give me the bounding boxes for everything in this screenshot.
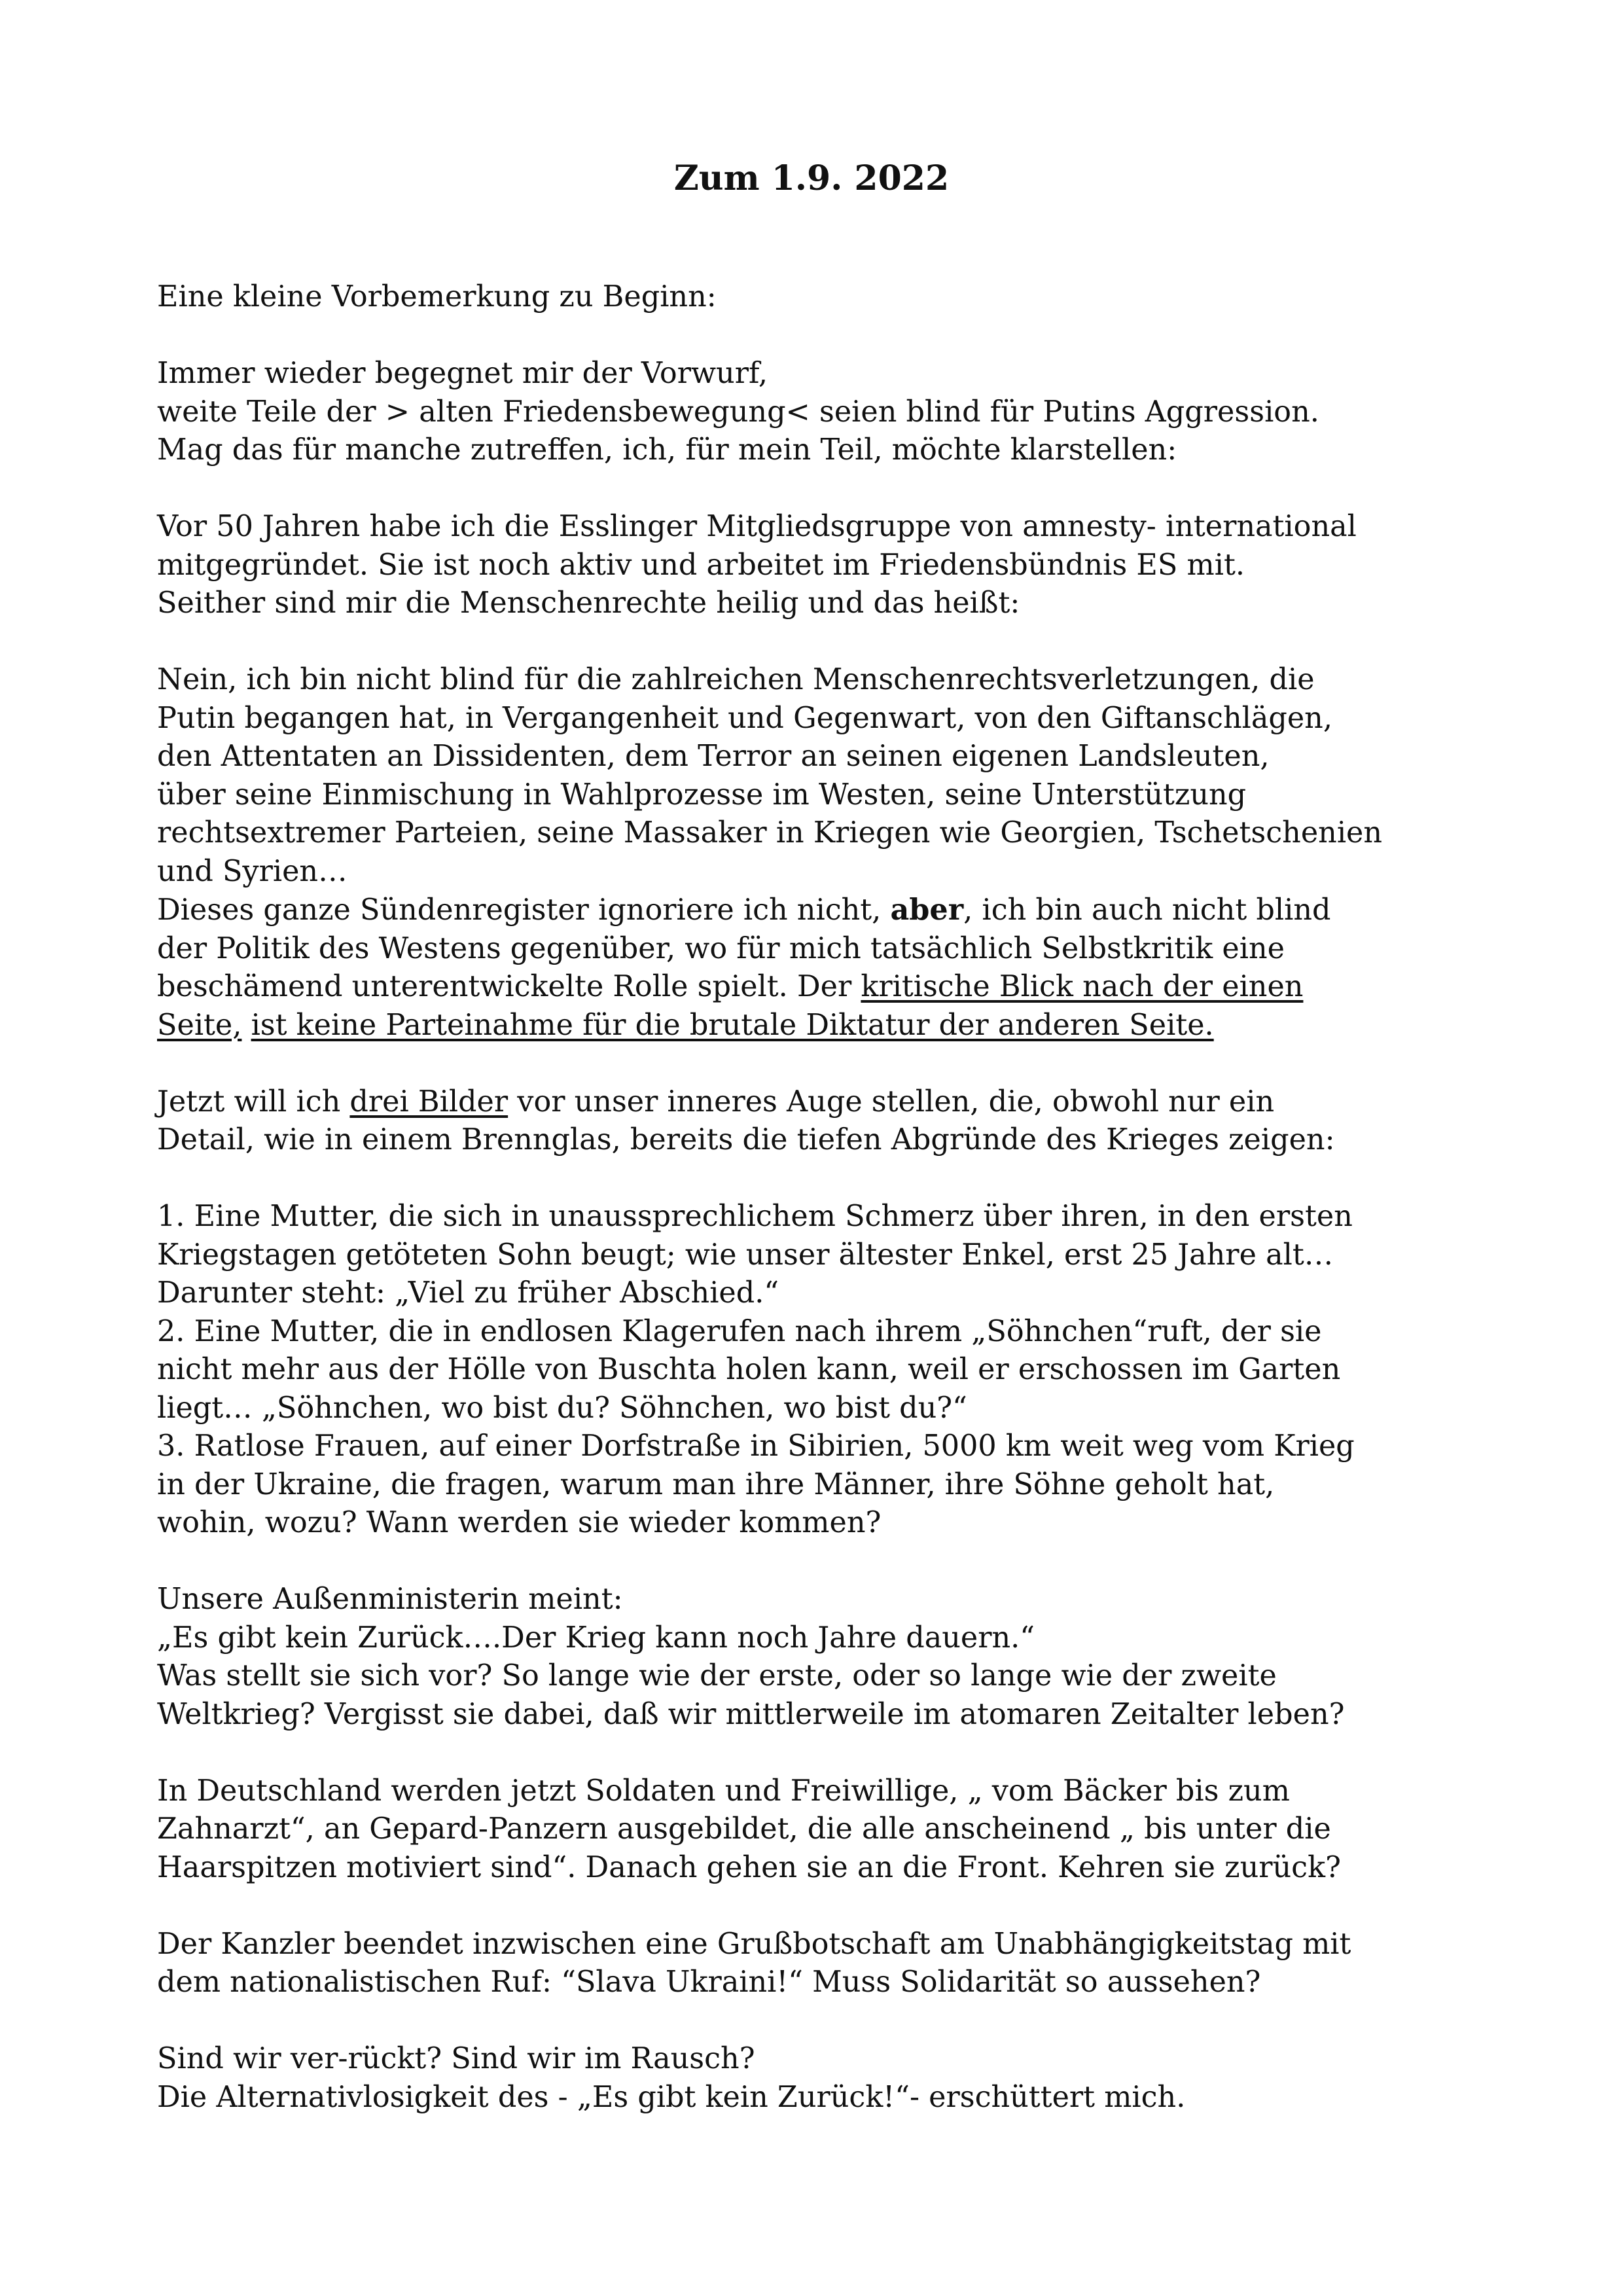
underlined-text: ist keine Parteinahme für die brutale Diktatur der anderen Seite. bbox=[251, 1008, 1214, 1042]
text-segment: , ich bin auch nicht blind bbox=[963, 893, 1331, 927]
text-line: weite Teile der > alten Friedensbewegung< seien blind für Putins Aggression. bbox=[157, 395, 1319, 429]
text-line: 1. Eine Mutter, die sich in unaussprechlichem Schmerz über ihren, in den ersten bbox=[157, 1200, 1353, 1233]
text-line: liegt… „Söhnchen, wo bist du? Söhnchen, wo bist du?“ bbox=[157, 1391, 967, 1425]
text-line: Nein, ich bin nicht blind für die zahlreichen Menschenrechtsverletzungen, die bbox=[157, 663, 1315, 696]
text-line: Kriegstagen getöteten Sohn beugt; wie unser ältester Enkel, erst 25 Jahre alt… bbox=[157, 1238, 1334, 1272]
text-line: mitgegründet. Sie ist noch aktiv und arbeitet im Friedensbündnis ES mit. bbox=[157, 548, 1245, 582]
text-line: Der Kanzler beendet inzwischen eine Grußbotschaft am Unabhängigkeitstag mit bbox=[157, 1927, 1351, 1961]
text-line: Was stellt sie sich vor? So lange wie der erste, oder so lange wie der zweite bbox=[157, 1659, 1277, 1693]
paragraph-human-rights bbox=[157, 661, 1558, 1045]
text-line: Die Alternativlosigkeit des - „Es gibt kein Zurück!“- erschüttert mich. bbox=[157, 2080, 1186, 2114]
text-line: 3. Ratlose Frauen, auf einer Dorfstraße in Sibirien, 5000 km weit weg vom Krieg bbox=[157, 1429, 1355, 1463]
underlined-text: Seite, bbox=[157, 1008, 242, 1042]
intro-paragraph bbox=[157, 278, 1558, 317]
text-line: nicht mehr aus der Hölle von Buschta holen kann, weil er erschossen im Garten bbox=[157, 1353, 1341, 1386]
text-segment: Dieses ganze Sündenregister ignoriere ich nicht, bbox=[157, 893, 891, 927]
text-line: den Attentaten an Dissidenten, dem Terror an seinen eigenen Landsleuten, bbox=[157, 740, 1270, 773]
page-title: Zum 1.9. 2022 bbox=[673, 158, 950, 198]
text-line: Immer wieder begegnet mir der Vorwurf, bbox=[157, 357, 768, 390]
text-line: Haarspitzen motiviert sind“. Danach gehen sie an die Front. Kehren sie zurück? bbox=[157, 1850, 1341, 1884]
text-line: Sind wir ver-rückt? Sind wir im Rausch? bbox=[157, 2042, 755, 2075]
underlined-text: kritische Blick nach der einen bbox=[861, 970, 1304, 1003]
paragraph-accusation bbox=[157, 355, 1558, 470]
text-line: Weltkrieg? Vergisst sie dabei, daß wir mittlerweile im atomaren Zeitalter leben? bbox=[157, 1697, 1345, 1731]
text-line: rechtsextremer Parteien, seine Massaker in Kriegen wie Georgien, Tschetschenien bbox=[157, 816, 1383, 850]
text-line: Zahnarzt“, an Gepard-Panzern ausgebildet, die alle anscheinend „ bis unter die bbox=[157, 1812, 1331, 1846]
text-line: dem nationalistischen Ruf: “Slava Ukraini!“ Muss Solidarität so aussehen? bbox=[157, 1965, 1261, 1999]
text-line: In Deutschland werden jetzt Soldaten und Freiwillige, „ vom Bäcker bis zum bbox=[157, 1774, 1290, 1808]
paragraph-chancellor bbox=[157, 1926, 1558, 2002]
text-line: Putin begangen hat, in Vergangenheit und Gegenwart, von den Giftanschlägen, bbox=[157, 701, 1332, 735]
paragraph-amnesty bbox=[157, 508, 1558, 623]
text-line: 2. Eine Mutter, die in endlosen Klagerufen nach ihrem „Söhnchen“ruft, der sie bbox=[157, 1314, 1322, 1348]
underlined-text: drei Bilder bbox=[349, 1085, 508, 1119]
text-line: Unsere Außenministerin meint: bbox=[157, 1583, 623, 1616]
text-line bbox=[157, 1007, 1558, 1045]
text-segment: vor unser inneres Auge stellen, die, obwohl nur ein bbox=[508, 1085, 1275, 1119]
text-line: Seither sind mir die Menschenrechte heilig und das heißt: bbox=[157, 586, 1020, 620]
intro-line: Eine kleine Vorbemerkung zu Beginn: bbox=[157, 280, 717, 314]
paragraph-numbered-images bbox=[157, 1198, 1558, 1543]
text-line: „Es gibt kein Zurück….Der Krieg kann noch Jahre dauern.“ bbox=[157, 1621, 1035, 1655]
document-body bbox=[157, 278, 1558, 2155]
text-line: in der Ukraine, die fragen, warum man ihre Männer, ihre Söhne geholt hat, bbox=[157, 1467, 1275, 1501]
text-line: Darunter steht: „Viel zu früher Abschied.“ bbox=[157, 1276, 779, 1310]
text-line: Vor 50 Jahren habe ich die Esslinger Mitgliedsgruppe von amnesty- international bbox=[157, 510, 1357, 543]
text-line bbox=[157, 968, 1558, 1007]
paragraph-soldiers bbox=[157, 1772, 1558, 1888]
text-line: und Syrien… bbox=[157, 854, 348, 888]
paragraph-foreign-minister bbox=[157, 1581, 1558, 1734]
text-line bbox=[157, 891, 1558, 930]
paragraph-three-images bbox=[157, 1083, 1558, 1160]
text-segment: beschämend unterentwickelte Rolle spielt. Der bbox=[157, 970, 861, 1003]
text-segment: Jetzt will ich bbox=[157, 1085, 350, 1119]
text-line: der Politik des Westens gegenüber, wo für mich tatsächlich Selbstkritik eine bbox=[157, 931, 1285, 965]
text-line: wohin, wozu? Wann werden sie wieder kommen? bbox=[157, 1506, 882, 1539]
text-line: Detail, wie in einem Brennglas, bereits die tiefen Abgründe des Krieges zeigen: bbox=[157, 1123, 1335, 1157]
text-line: über seine Einmischung in Wahlprozesse im Westen, seine Unterstützung bbox=[157, 778, 1247, 812]
text-line bbox=[157, 1083, 1558, 1122]
paragraph-closing bbox=[157, 2040, 1558, 2117]
text-line: Mag das für manche zutreffen, ich, für mein Teil, möchte klarstellen: bbox=[157, 433, 1177, 467]
bold-emphasis: aber bbox=[890, 893, 964, 927]
